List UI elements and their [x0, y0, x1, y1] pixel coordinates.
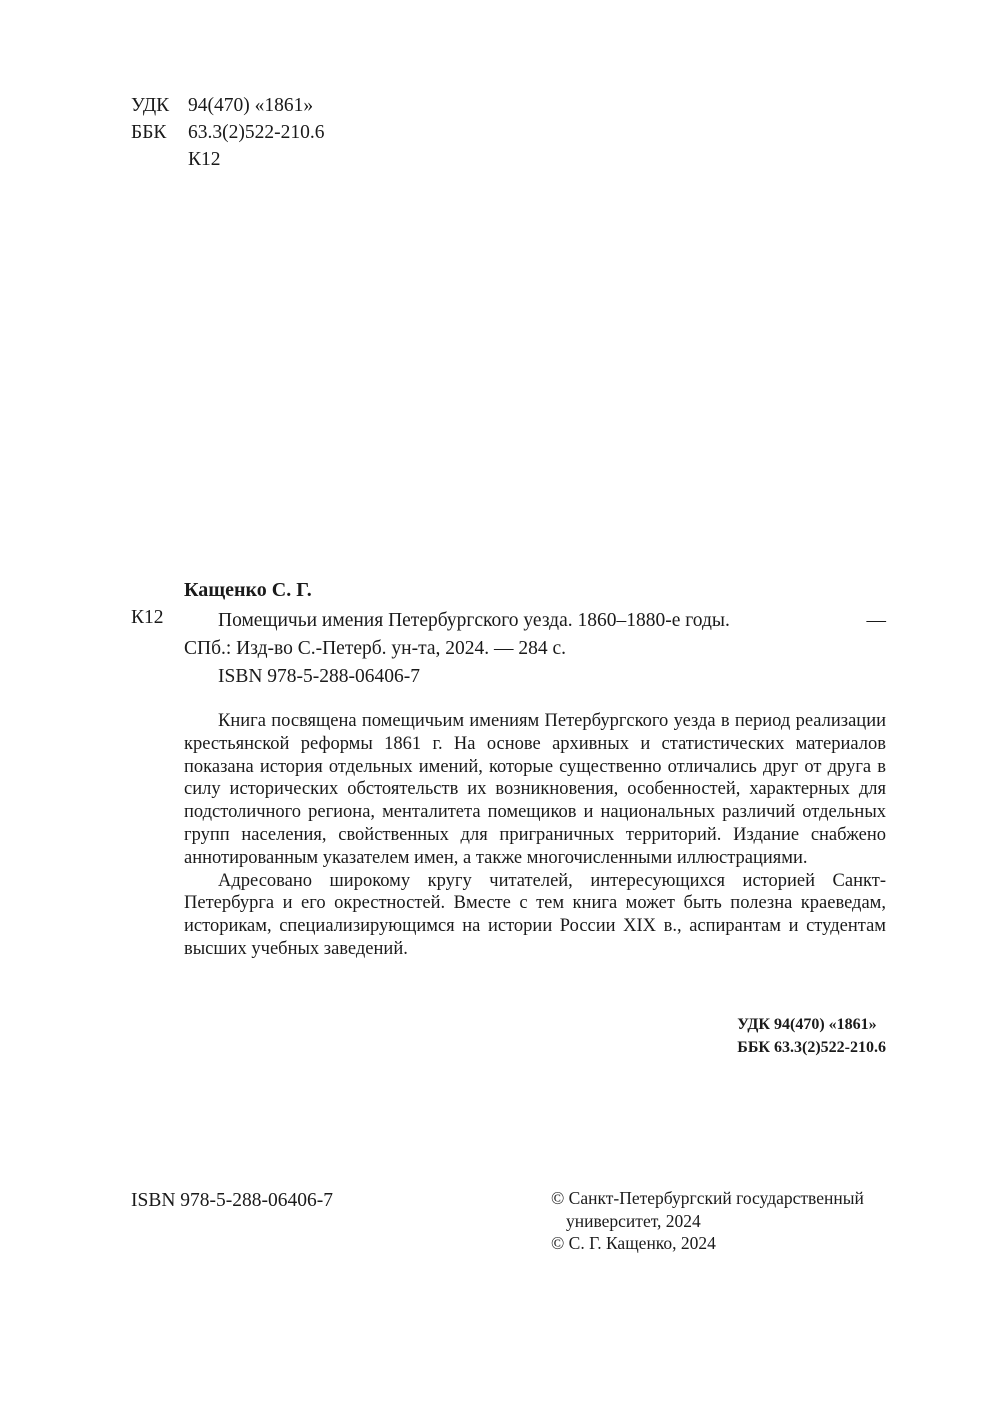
- copyright-author: © С. Г. Кащенко, 2024: [551, 1233, 716, 1253]
- abstract-paragraph-1: Книга посвящена помещичьим имениям Петербургского уезда в период реализации крестьянской реформы 1861 г. На основе архивных и статистических материалов показана история отдельных имений, которые существенно отличались друг от друга в силу исторических обстоятельств их возникновения, особенностей, характерных для подстоличного региона, менталитета помещиков и национальных различий отдельных групп населения, свойственных для приграничных территорий. Издание снабжено аннотированным указателем имен, а также многочисленными иллюстрациями.: [184, 711, 886, 868]
- classification-codes: [737, 1014, 886, 1059]
- udk-row: [131, 92, 324, 119]
- copyright-university: © Санкт-Петербургский государственный: [551, 1188, 864, 1208]
- bbk-row: [131, 119, 324, 146]
- bibliographic-record: [184, 607, 886, 691]
- classification-block: [131, 92, 324, 173]
- copyright-block: [551, 1187, 864, 1255]
- title-line: [184, 607, 886, 635]
- author-mark-row: [131, 146, 324, 173]
- udk-code: УДК 94(470) «1861»: [737, 1016, 877, 1033]
- bbk-label: ББК: [131, 122, 167, 143]
- udk-value: 94(470) «1861»: [188, 95, 314, 116]
- isbn-footer: ISBN 978-5-288-06406-7: [131, 1190, 334, 1211]
- author-name: Кащенко С. Г.: [184, 579, 312, 601]
- publication-info: СПб.: Изд-во С.-Петерб. ун-та, 2024. — 284 с.: [184, 638, 567, 659]
- copyright-university-cont: университет, 2024: [566, 1210, 701, 1231]
- isbn-record: ISBN 978-5-288-06406-7: [218, 666, 421, 687]
- bbk-value: 63.3(2)522-210.6: [188, 122, 325, 143]
- udk-label: УДК: [131, 95, 170, 116]
- bbk-code: ББК 63.3(2)522-210.6: [737, 1038, 886, 1056]
- author-mark-left: К12: [131, 607, 164, 628]
- book-title: Помещичьи имения Петербургского уезда. 1860–1880-е годы.: [218, 610, 730, 631]
- title-dash: —: [866, 610, 886, 631]
- abstract-paragraph-2: Адресовано широкому кругу читателей, интересующихся историей Санкт-Петербурга и его окрестностей. Вместе с тем книга может быть полезна краеведам, историкам, специализирующимся на истории России XIX в., аспирантам и студентам высших учебных заведений.: [184, 870, 886, 959]
- author-mark-top: К12: [188, 149, 221, 170]
- abstract: [184, 710, 886, 961]
